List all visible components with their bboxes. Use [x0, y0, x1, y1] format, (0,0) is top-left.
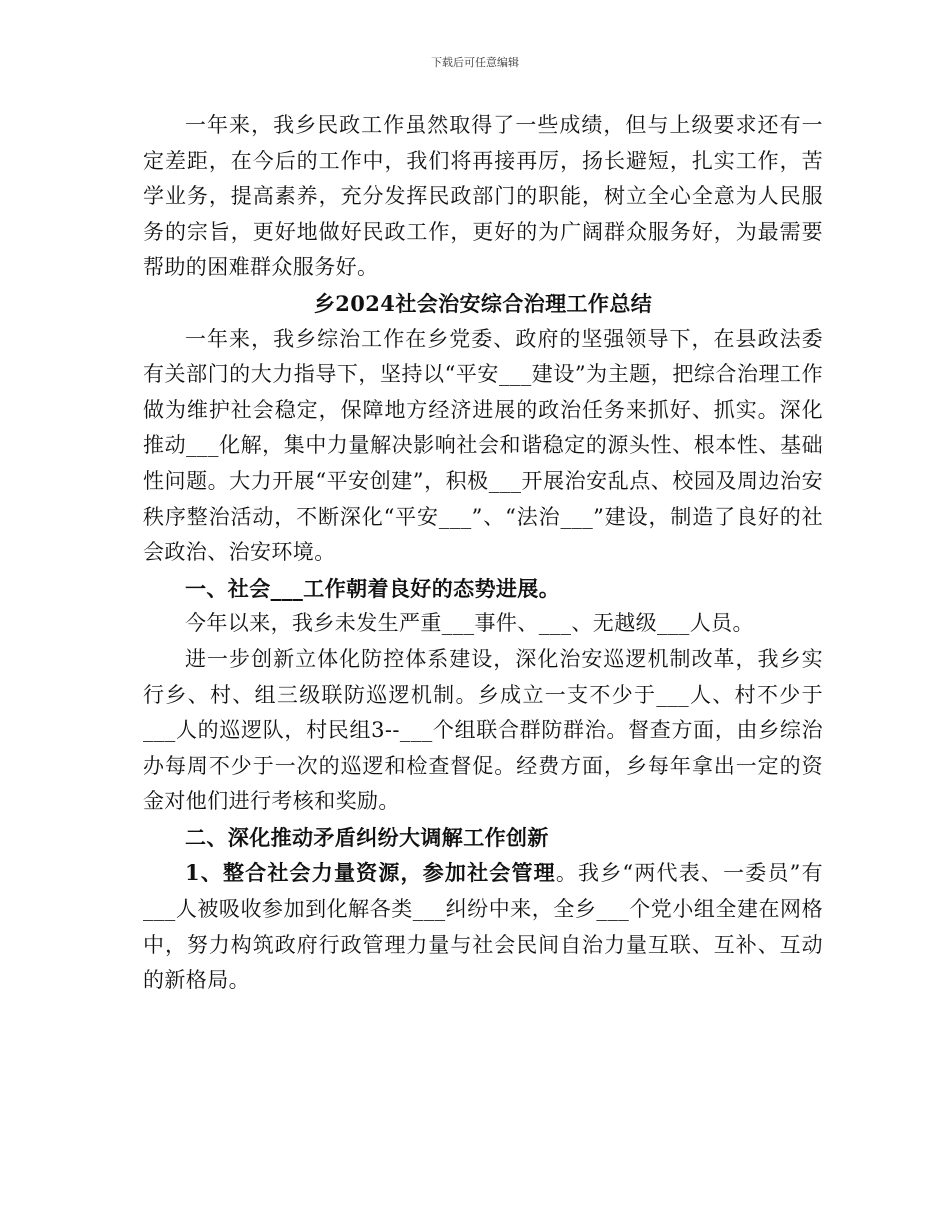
- intro-paragraph: 一年来，我乡民政工作虽然取得了一些成绩，但与上级要求还有一定差距，在今后的工作中，我们将再接再厉，扬长避短，扎实工作，苦学业务，提高素养，充分发挥民政部门的职能，树立全心全意为人民服务的宗旨，更好地做好民政工作，更好的为广阔群众服务好，为最需要帮助的困难群众服务好。: [143, 113, 823, 280]
- section2-item1-text: 。我乡“两代表、一委员”有___人被吸收参加到化解各类___纠纷中来，全乡___个党小组全建在网格中，努力构筑政府行政管理力量与社会民间自治力量互联、互补、互动的新格局。: [143, 861, 823, 993]
- page-header: 下载后可任意编辑: [431, 56, 519, 69]
- section1-heading: 一、社会___工作朝着良好的态势进展。: [185, 575, 561, 601]
- summary-paragraph: 一年来，我乡综治工作在乡党委、政府的坚强领导下，在县政法委有关部门的大力指导下，坚持以“平安___建设”为主题，把综合治理工作做为维护社会稳定，保障地方经济进展的政治任务来抓好、抓实。深化推动___化解，集中力量解决影响社会和谐稳定的源头性、根本性、基础性问题。大力开展“平安创建”，积极___开展治安乱点、校园及周边治安秩序整治活动，不断深化“平安___”、“法治___”建设，制造了良好的社会政治、治安环境。: [143, 326, 823, 565]
- document-body: [143, 108, 823, 999]
- section1-paragraph-1: 今年以来，我乡未发生严重___事件、___、无越级___人员。: [185, 611, 754, 636]
- document-title: 乡2024社会治安综合治理工作总结: [313, 290, 653, 316]
- section2-item1-lead: 1、整合社会力量资源，参加社会管理: [185, 860, 556, 886]
- section2-item1-paragraph: [143, 855, 823, 998]
- section2-heading: 二、深化推动矛盾纠纷大调解工作创新: [185, 824, 549, 850]
- section1-paragraph-2: 进一步创新立体化防控体系建设，深化治安巡逻机制改革，我乡实行乡、村、组三级联防巡逻机制。乡成立一支不少于___人、村不少于___人的巡逻队，村民组3--___个组联合群防群治。督查方面，由乡综治办每周不少于一次的巡逻和检查督促。经费方面，乡每年拿出一定的资金对他们进行考核和奖励。: [143, 646, 823, 814]
